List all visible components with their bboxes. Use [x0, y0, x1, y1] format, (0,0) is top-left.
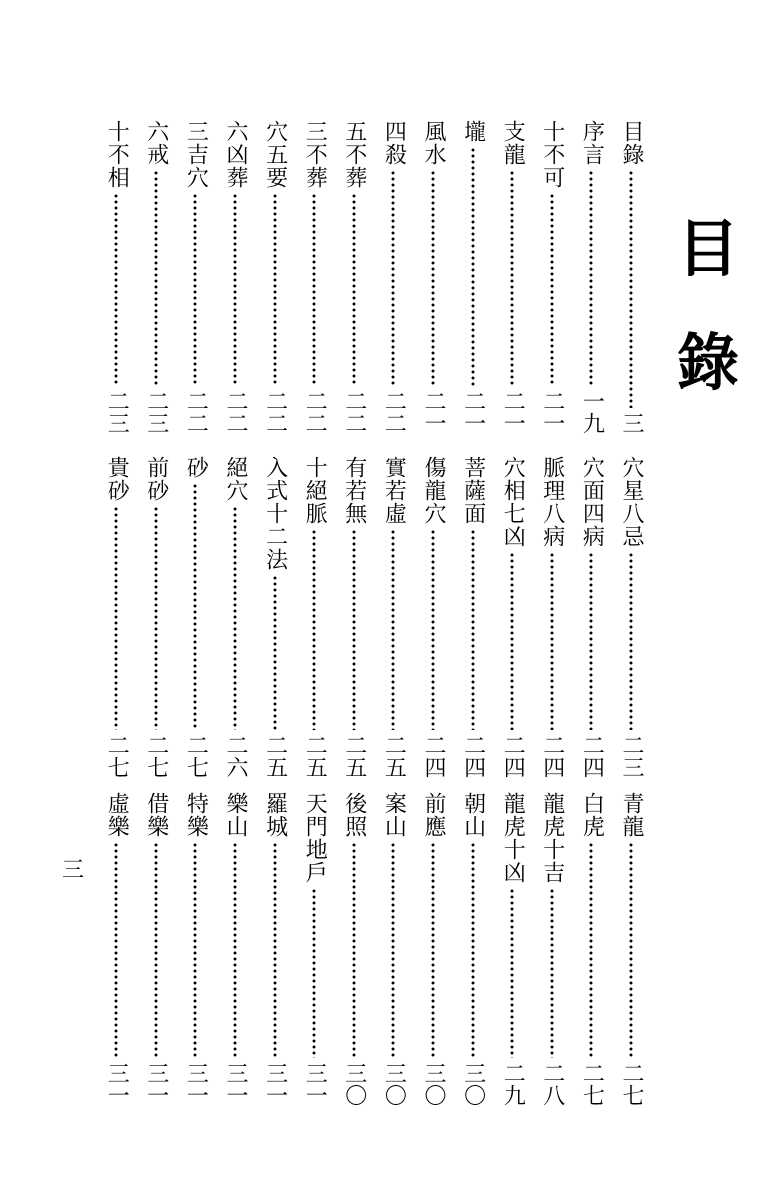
toc-entry-page-number: 二一	[460, 390, 486, 434]
dot-leader	[312, 529, 316, 730]
toc-entry-page-number: 二二	[341, 390, 367, 434]
toc-entry	[180, 120, 210, 434]
dot-leader	[193, 483, 197, 730]
toc-entry	[220, 456, 250, 778]
toc-entry-label: 樂山	[223, 792, 248, 838]
dot-leader	[391, 529, 395, 730]
toc-entry-page-number: 二二	[381, 390, 407, 434]
toc-entry-label: 十絕脈	[302, 456, 328, 525]
toc-entry-label: 有若無	[341, 456, 367, 525]
toc-entry-page-number: 二四	[500, 734, 526, 778]
toc-entry	[616, 456, 646, 778]
toc-entry-label: 朝山	[460, 792, 486, 838]
toc-entry-label: 案山	[381, 792, 407, 838]
toc-entry	[497, 456, 527, 778]
dot-leader	[550, 552, 554, 730]
toc-entry-page-number: 二六	[223, 734, 248, 778]
toc-entry-page-number: 二五	[302, 734, 328, 778]
toc-entry-label: 脈理八病	[539, 456, 565, 548]
toc-entry-label: 支龍	[500, 120, 526, 166]
dot-leader	[431, 529, 435, 730]
toc-entry	[418, 792, 448, 1106]
toc-entry	[378, 120, 408, 434]
toc-entry-label: 特樂	[183, 792, 209, 838]
toc-entry-page-number: 二二	[223, 390, 248, 434]
toc-entry	[220, 792, 250, 1106]
toc-entry-page-number: 二二	[183, 390, 209, 434]
toc-entry-label: 龍虎十凶	[500, 792, 526, 884]
toc-entry	[260, 456, 290, 778]
toc-entry	[537, 792, 567, 1106]
toc-entry	[260, 792, 290, 1106]
toc-entry	[141, 456, 171, 778]
toc-entry-label: 三吉穴	[183, 120, 209, 189]
toc-entry	[537, 456, 567, 778]
toc-entry-page-number: 三一	[302, 1062, 328, 1106]
toc-entry-page-number: 二三	[143, 390, 169, 434]
toc-entry-page-number: 二七	[104, 734, 130, 778]
dot-leader	[352, 529, 356, 730]
dot-leader	[193, 193, 197, 386]
toc-entry	[101, 120, 131, 434]
toc-entry-page-number: 二四	[421, 734, 446, 778]
dot-leader	[233, 506, 237, 730]
toc-entry-page-number: 三一	[223, 1062, 248, 1106]
dot-leader	[154, 170, 158, 386]
dot-leader	[589, 552, 593, 730]
toc-entry	[339, 120, 369, 434]
toc-entry-label: 穴相七凶	[500, 456, 526, 548]
toc-entry-page-number: 二二	[302, 390, 328, 434]
dot-leader	[114, 842, 118, 1058]
toc-entry-page-number: 二四	[460, 734, 486, 778]
dot-leader	[471, 842, 475, 1058]
dot-leader	[629, 552, 633, 730]
toc-entry-page-number: 三一	[104, 1062, 130, 1106]
toc-entry	[260, 120, 290, 434]
toc-entry	[418, 456, 448, 778]
toc-entry-page-number: 三〇	[460, 1062, 486, 1106]
toc-entry	[299, 792, 329, 1106]
toc-entry-label: 穴五要	[262, 120, 288, 189]
toc-entry-label: 傷龍穴	[421, 456, 446, 525]
dot-leader	[154, 842, 158, 1058]
toc-entry-label: 壠	[460, 120, 486, 143]
dot-leader	[629, 842, 633, 1058]
toc-entry-label: 三不葬	[302, 120, 328, 189]
dot-leader	[312, 193, 316, 386]
toc-entry	[576, 456, 606, 778]
toc-entry-label: 天門地戶	[302, 792, 328, 884]
dot-leader	[471, 529, 475, 730]
toc-entry	[101, 792, 131, 1106]
dot-leader	[273, 842, 277, 1058]
toc-entry	[458, 120, 488, 434]
toc-entry-page-number: 二四	[539, 734, 565, 778]
toc-entry	[339, 792, 369, 1106]
toc-entry-page-number: 二一	[421, 390, 446, 434]
toc-entry-label: 序言	[579, 120, 605, 166]
toc-entry	[180, 456, 210, 778]
dot-leader	[510, 552, 514, 730]
toc-entry-label: 六戒	[143, 120, 169, 166]
toc-entry-label: 目錄	[619, 120, 644, 166]
dot-leader	[550, 888, 554, 1058]
toc-entry	[141, 120, 171, 434]
toc-entry-label: 穴面四病	[579, 456, 605, 548]
toc-entry	[576, 120, 606, 434]
toc-entry-label: 砂	[183, 456, 209, 479]
toc-entry-page-number: 二三	[619, 734, 644, 778]
toc-entry-page-number: 二七	[579, 1062, 605, 1106]
toc-entry-label: 貴砂	[104, 456, 130, 502]
toc-entry	[616, 120, 646, 434]
toc-entry-label: 前砂	[143, 456, 169, 502]
dot-leader	[233, 193, 237, 386]
title-char-2: 錄	[676, 326, 739, 399]
page-folio: 三	[62, 858, 85, 883]
dot-leader	[510, 170, 514, 386]
toc-entry-page-number: 二五	[341, 734, 367, 778]
toc-entry-page-number: 三一	[143, 1062, 169, 1106]
toc-entry	[497, 792, 527, 1106]
toc-entry-label: 虛樂	[104, 792, 130, 838]
toc-entry-page-number: 三〇	[341, 1062, 367, 1106]
toc-entry-label: 羅城	[262, 792, 288, 838]
toc-entry-label: 五不葬	[341, 120, 367, 189]
toc-entry-page-number: 二四	[579, 734, 605, 778]
toc-entry	[537, 120, 567, 434]
toc-entry	[180, 792, 210, 1106]
toc-entry-page-number: 二七	[143, 734, 169, 778]
toc-entry-page-number: 二一	[539, 390, 565, 434]
dot-leader	[589, 842, 593, 1058]
toc-entry-page-number: 二九	[500, 1062, 526, 1106]
toc-entry-page-number: 二八	[539, 1062, 565, 1106]
dot-leader	[114, 193, 118, 386]
toc-entry-page-number: 三	[619, 412, 644, 434]
dot-leader	[233, 842, 237, 1058]
toc-entry-page-number: 二七	[619, 1062, 644, 1106]
toc-entry-label: 十不相	[104, 120, 130, 189]
toc-entry	[101, 456, 131, 778]
dot-leader	[431, 170, 435, 386]
toc-entry	[378, 792, 408, 1106]
toc-entry-page-number: 三〇	[381, 1062, 407, 1106]
toc-entry	[299, 456, 329, 778]
dot-leader	[431, 842, 435, 1058]
toc-entry-page-number: 三一	[183, 1062, 209, 1106]
toc-entry-label: 風水	[421, 120, 446, 166]
dot-leader	[312, 888, 316, 1058]
toc-entry	[458, 456, 488, 778]
toc-entry-page-number: 二五	[262, 734, 288, 778]
title-char-1: 目	[676, 212, 739, 285]
toc-entry-page-number: 二一	[500, 390, 526, 434]
toc-entry-label: 龍虎十吉	[539, 792, 565, 884]
toc-entry-label: 菩薩面	[460, 456, 486, 525]
dot-leader	[273, 575, 277, 730]
dot-leader	[391, 842, 395, 1058]
toc-entry	[616, 792, 646, 1106]
toc-entry-label: 青龍	[619, 792, 644, 838]
toc-entry-label: 白虎	[579, 792, 605, 838]
toc-entry-label: 入式十二法	[262, 456, 288, 571]
toc-entry	[378, 456, 408, 778]
dot-leader	[391, 170, 395, 386]
toc-entry-page-number: 一九	[579, 390, 605, 434]
toc-entry-label: 後照	[341, 792, 367, 838]
toc-entry-page-number: 三一	[262, 1062, 288, 1106]
dot-leader	[154, 506, 158, 730]
toc-entry-label: 前應	[421, 792, 446, 838]
toc-entry-label: 絕穴	[223, 456, 248, 502]
toc-entry	[220, 120, 250, 434]
dot-leader	[471, 147, 475, 386]
dot-leader	[114, 506, 118, 730]
toc-entry-label: 穴星八忌	[619, 456, 644, 548]
page-title	[676, 212, 740, 446]
toc-entry-page-number: 三〇	[421, 1062, 446, 1106]
toc-entry	[497, 120, 527, 434]
toc-entry	[418, 120, 448, 434]
toc-entry	[458, 792, 488, 1106]
dot-leader	[589, 170, 593, 386]
dot-leader	[352, 842, 356, 1058]
toc-entry	[141, 792, 171, 1106]
toc-entry-page-number: 二二	[262, 390, 288, 434]
dot-leader	[193, 842, 197, 1058]
toc-entry	[339, 456, 369, 778]
dot-leader	[352, 193, 356, 386]
toc-entry	[299, 120, 329, 434]
toc-entry-label: 實若虛	[381, 456, 407, 525]
toc-entry-label: 四殺	[381, 120, 407, 166]
toc-entry	[576, 792, 606, 1106]
toc-entry-page-number: 二七	[183, 734, 209, 778]
dot-leader	[273, 193, 277, 386]
dot-leader	[550, 193, 554, 386]
dot-leader	[510, 888, 514, 1058]
toc-entry-page-number: 二五	[381, 734, 407, 778]
toc-entry-page-number: 二三	[104, 390, 130, 434]
toc-entry-label: 借樂	[143, 792, 169, 838]
toc-entry-label: 十不可	[539, 120, 565, 189]
dot-leader	[629, 170, 633, 408]
toc-entry-label: 六凶葬	[223, 120, 248, 189]
